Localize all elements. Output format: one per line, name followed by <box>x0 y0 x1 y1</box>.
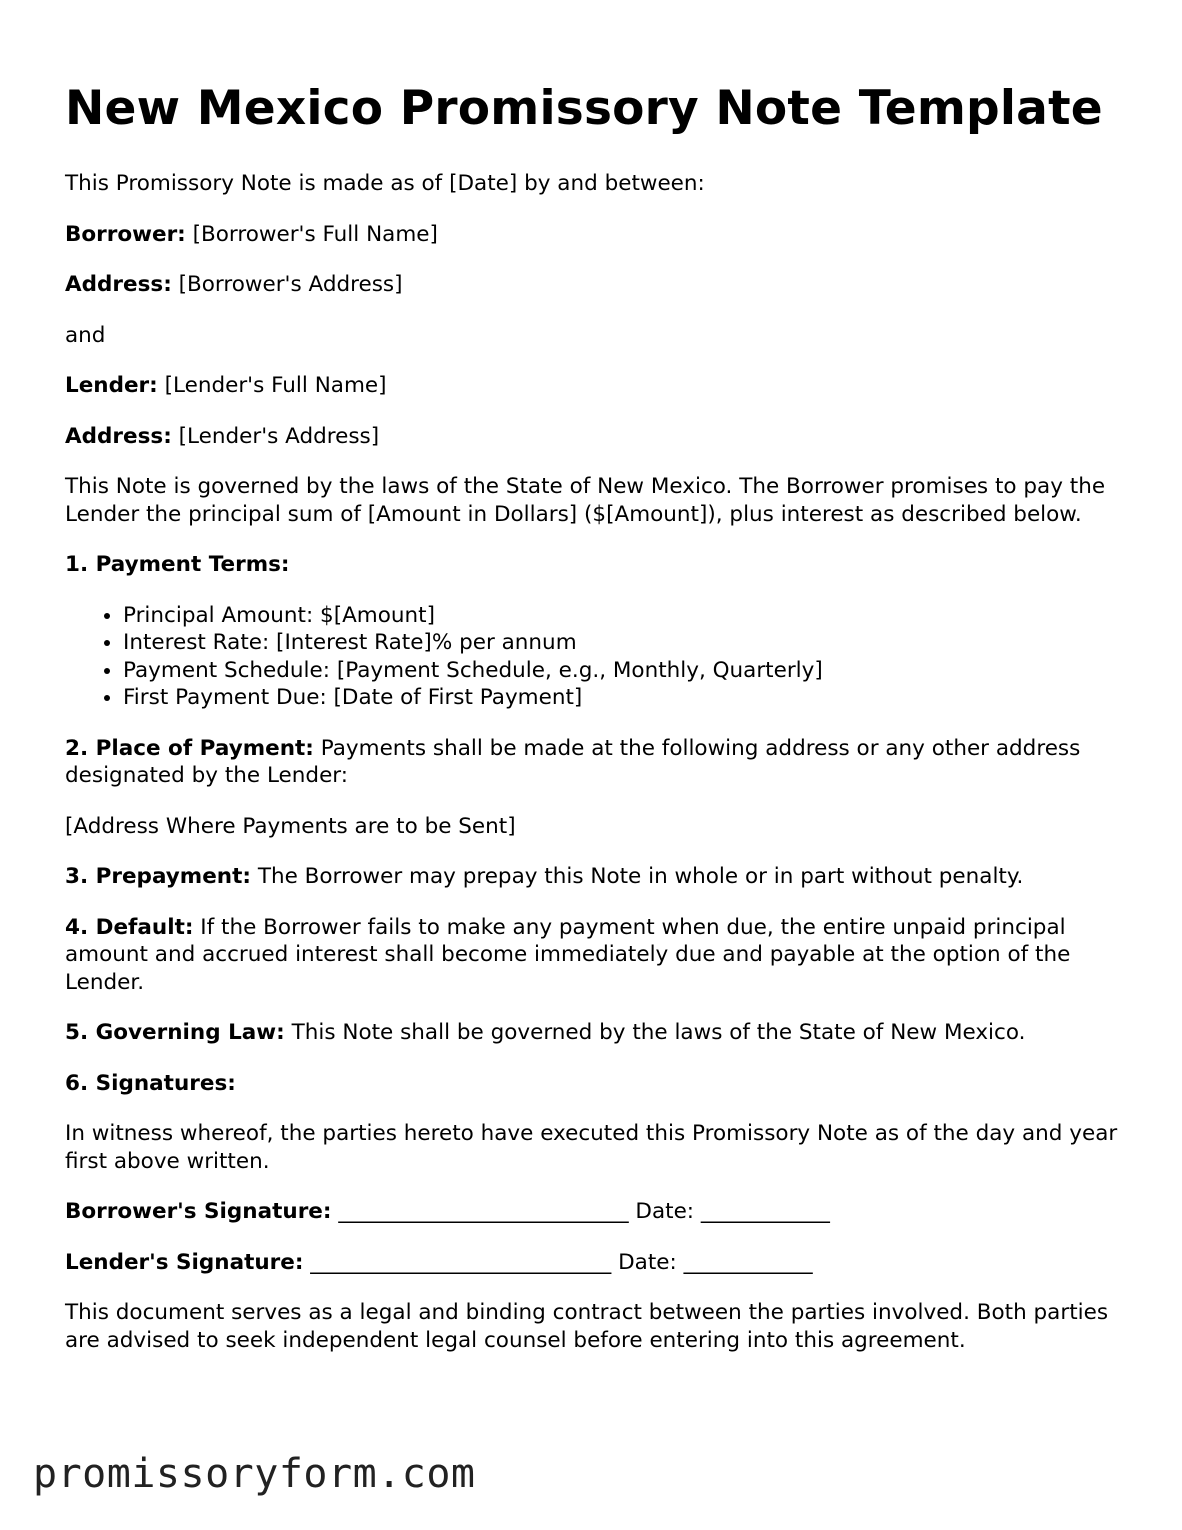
footer-watermark: promissoryform.com <box>33 1451 476 1497</box>
and-text: and <box>65 322 106 348</box>
document-page <box>65 78 1125 1377</box>
borrower-value: [Borrower's Full Name] <box>185 221 438 247</box>
borrower-signature-blank: ___________________________ Date: ____________ <box>331 1199 830 1224</box>
place-of-payment-paragraph <box>65 735 1125 790</box>
payment-terms-list <box>65 602 1125 712</box>
place-of-payment-text: Payments shall be made at the following address or any other address designated by the Lender: <box>65 735 1081 788</box>
closing-paragraph: This document serves as a legal and binding contract between the parties involved. Both parties are advised to seek independent legal counsel before entering into this agreement. <box>65 1300 1109 1353</box>
governing-law-paragraph <box>65 1019 1125 1047</box>
prepayment-heading: 3. Prepayment: <box>65 864 251 889</box>
borrower-address-value: [Borrower's Address] <box>171 272 403 297</box>
lender-address-value: [Lender's Address] <box>171 423 380 449</box>
default-paragraph <box>65 914 1125 997</box>
witness-paragraph: In witness whereof, the parties hereto have executed this Promissory Note as of the day and year first above written. <box>65 1121 1118 1174</box>
default-text: If the Borrower fails to make any payment when due, the entire unpaid principal amount and accrued interest shall become immediately due and payable at the option of the Lender. <box>65 914 1071 995</box>
payment-terms-heading <box>65 551 1125 579</box>
payment-terms-heading-text: 1. Payment Terms: <box>65 552 290 577</box>
page-title: New Mexico Promissory Note Template <box>65 81 1103 136</box>
prepayment-paragraph <box>65 863 1125 891</box>
list-item: • First Payment Due: [Date of First Payment] <box>123 684 1125 712</box>
borrower-signature-label: Borrower's Signature: <box>65 1199 332 1224</box>
governing-law-heading: 5. Governing Law: <box>65 1020 285 1045</box>
borrower-address-line <box>65 271 1125 299</box>
lender-address-line <box>65 423 1125 451</box>
borrower-signature-line <box>65 1198 1125 1226</box>
intro-paragraph: This Promissory Note is made as of [Date] by and between: <box>65 171 705 196</box>
governed-paragraph: This Note is governed by the laws of the State of New Mexico. The Borrower promises to pay the Lender the principal sum of [Amount in Dollars] ($[Amount]), plus interest as described below. <box>65 474 1106 527</box>
lender-signature-blank: ____________________________ Date: ____________ <box>303 1249 813 1275</box>
lender-signature-line <box>65 1249 1125 1277</box>
governing-law-text: This Note shall be governed by the laws of the State of New Mexico. <box>284 1020 1026 1045</box>
default-heading: 4. Default: <box>65 914 194 940</box>
payment-address: [Address Where Payments are to be Sent] <box>65 813 516 839</box>
place-of-payment-heading: 2. Place of Payment: <box>65 735 314 761</box>
lender-value: [Lender's Full Name] <box>157 373 387 398</box>
list-item: • Interest Rate: [Interest Rate]% per annum <box>123 629 1125 657</box>
list-item: • Principal Amount: $[Amount] <box>123 602 1125 630</box>
borrower-address-label: Address: <box>65 272 172 297</box>
list-item: • Payment Schedule: [Payment Schedule, e.g., Monthly, Quarterly] <box>123 657 1125 685</box>
lender-label: Lender: <box>65 373 158 398</box>
borrower-line <box>65 221 1125 249</box>
lender-signature-label: Lender's Signature: <box>65 1249 304 1275</box>
borrower-label: Borrower: <box>65 221 186 247</box>
lender-line <box>65 372 1125 400</box>
signatures-heading-text: 6. Signatures: <box>65 1070 236 1096</box>
signatures-heading <box>65 1070 1125 1098</box>
lender-address-label: Address: <box>65 423 172 449</box>
prepayment-text: The Borrower may prepay this Note in whole or in part without penalty. <box>250 864 1024 889</box>
